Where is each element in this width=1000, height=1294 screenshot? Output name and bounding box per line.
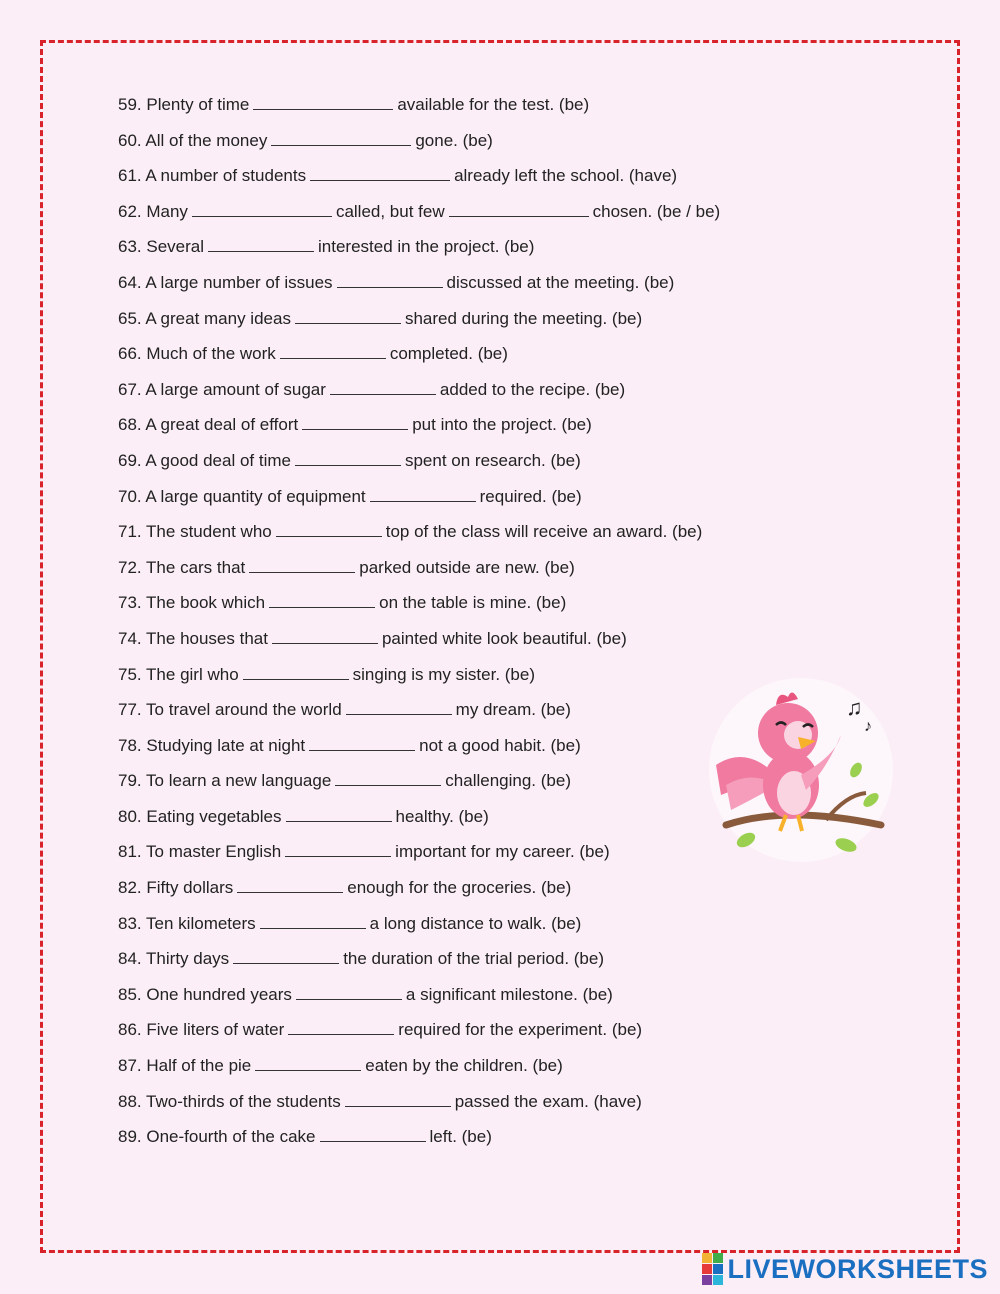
answer-blank[interactable] xyxy=(280,342,386,359)
exercise-text: 64. A large number of issues xyxy=(118,272,333,292)
exercise-item xyxy=(118,448,818,484)
exercise-text: eaten by the children. (be) xyxy=(365,1056,563,1076)
exercise-text: put into the project. (be) xyxy=(412,415,592,435)
singing-bird-illustration xyxy=(706,675,896,865)
exercise-text: completed. (be) xyxy=(389,344,508,364)
svg-text:♫: ♫ xyxy=(846,695,863,720)
answer-blank[interactable] xyxy=(346,698,452,715)
exercise-text: 77. To travel around the world xyxy=(118,700,342,720)
exercise-text: my dream. (be) xyxy=(455,700,571,720)
exercise-text: 73. The book which xyxy=(118,593,266,613)
exercise-text: 71. The student who xyxy=(118,522,272,542)
answer-blank[interactable] xyxy=(269,591,375,608)
exercise-text: required for the experiment. (be) xyxy=(398,1020,643,1040)
exercise-text: discussed at the meeting. (be) xyxy=(446,272,675,292)
exercise-text: available for the test. (be) xyxy=(397,95,590,114)
exercise-text: 69. A good deal of time xyxy=(118,450,291,470)
exercise-text: 89. One-fourth of the cake xyxy=(118,1127,316,1147)
exercise-text: 79. To learn a new language xyxy=(118,771,332,791)
exercise-text: 83. Ten kilometers xyxy=(118,913,256,933)
exercise-text: added to the recipe. (be) xyxy=(439,379,626,399)
exercise-item xyxy=(118,412,818,448)
exercise-text: a significant milestone. (be) xyxy=(405,984,613,1004)
exercise-text: spent on research. (be) xyxy=(404,450,581,470)
answer-blank[interactable] xyxy=(296,983,402,1000)
exercise-item xyxy=(118,199,818,235)
exercise-text: 75. The girl who xyxy=(118,664,239,684)
exercise-item xyxy=(118,92,818,128)
answer-blank[interactable] xyxy=(260,912,366,929)
answer-blank[interactable] xyxy=(345,1090,451,1107)
exercise-text: interested in the project. (be) xyxy=(318,237,535,257)
exercise-text: 61. A number of students xyxy=(118,166,307,186)
logo-blocks-icon xyxy=(702,1253,723,1285)
answer-blank[interactable] xyxy=(320,1125,426,1142)
answer-blank[interactable] xyxy=(272,627,378,644)
exercise-item xyxy=(118,163,818,199)
exercise-item xyxy=(118,875,818,911)
exercise-text: 74. The houses that xyxy=(118,628,268,648)
exercise-text: 59. Plenty of time xyxy=(118,95,250,114)
exercise-text: 60. All of the money xyxy=(118,130,268,150)
exercise-text: called, but few xyxy=(335,201,445,221)
exercise-item xyxy=(118,306,818,342)
exercise-text: gone. (be) xyxy=(415,130,493,150)
exercise-item xyxy=(118,519,818,555)
answer-blank[interactable] xyxy=(302,413,408,430)
exercise-text: 80. Eating vegetables xyxy=(118,806,282,826)
exercise-text: 81. To master English xyxy=(118,842,282,862)
exercise-text: 87. Half of the pie xyxy=(118,1056,252,1076)
answer-blank[interactable] xyxy=(309,734,415,751)
exercise-text: 65. A great many ideas xyxy=(118,308,291,328)
answer-blank[interactable] xyxy=(243,663,349,680)
exercise-text: shared during the meeting. (be) xyxy=(404,308,643,328)
exercise-item xyxy=(118,341,818,377)
answer-blank[interactable] xyxy=(249,556,355,573)
exercise-item xyxy=(118,626,818,662)
exercise-text: 85. One hundred years xyxy=(118,984,292,1004)
exercise-text: 68. A great deal of effort xyxy=(118,415,299,435)
exercise-text: 72. The cars that xyxy=(118,557,246,577)
exercise-item xyxy=(118,911,818,947)
answer-blank[interactable] xyxy=(276,520,382,537)
answer-blank[interactable] xyxy=(253,93,393,110)
exercise-item xyxy=(118,270,818,306)
answer-blank[interactable] xyxy=(208,235,314,252)
exercise-text: singing is my sister. (be) xyxy=(352,664,535,684)
exercise-text: on the table is mine. (be) xyxy=(379,593,567,613)
exercise-text: 63. Several xyxy=(118,237,204,257)
liveworksheets-logo xyxy=(702,1254,988,1284)
exercise-text: required. (be) xyxy=(479,486,582,506)
answer-blank[interactable] xyxy=(330,378,436,395)
exercise-text: left. (be) xyxy=(429,1127,492,1147)
exercise-text: important for my career. (be) xyxy=(395,842,610,862)
exercise-text: healthy. (be) xyxy=(395,806,489,826)
exercise-text: a long distance to walk. (be) xyxy=(369,913,582,933)
exercise-text: 84. Thirty days xyxy=(118,949,230,969)
answer-blank[interactable] xyxy=(286,805,392,822)
exercise-item xyxy=(118,1017,818,1053)
logo-text: LIVEWORKSHEETS xyxy=(727,1253,988,1284)
answer-blank[interactable] xyxy=(449,200,589,217)
answer-blank[interactable] xyxy=(285,840,391,857)
exercise-item xyxy=(118,1124,818,1160)
exercise-text: passed the exam. (have) xyxy=(454,1091,642,1111)
exercise-item xyxy=(118,1053,818,1089)
exercise-item xyxy=(118,946,818,982)
exercise-item xyxy=(118,234,818,270)
answer-blank[interactable] xyxy=(192,200,332,217)
answer-blank[interactable] xyxy=(271,129,411,146)
answer-blank[interactable] xyxy=(237,876,343,893)
exercise-text: 88. Two-thirds of the students xyxy=(118,1091,341,1111)
exercise-item xyxy=(118,555,818,591)
exercise-list xyxy=(118,92,818,1160)
answer-blank[interactable] xyxy=(337,271,443,288)
answer-blank[interactable] xyxy=(310,164,450,181)
exercise-text: 82. Fifty dollars xyxy=(118,878,234,898)
exercise-item xyxy=(118,484,818,520)
exercise-text: 66. Much of the work xyxy=(118,344,276,364)
exercise-item xyxy=(118,377,818,413)
exercise-item xyxy=(118,1089,818,1125)
exercise-text: 78. Studying late at night xyxy=(118,735,306,755)
answer-blank[interactable] xyxy=(370,485,476,502)
exercise-text: top of the class will receive an award. (be) xyxy=(385,522,703,542)
exercise-text: challenging. (be) xyxy=(445,771,571,791)
exercise-text: 67. A large amount of sugar xyxy=(118,379,326,399)
answer-blank[interactable] xyxy=(288,1018,394,1035)
exercise-text: the duration of the trial period. (be) xyxy=(343,949,605,969)
exercise-item xyxy=(118,590,818,626)
answer-blank[interactable] xyxy=(255,1054,361,1071)
answer-blank[interactable] xyxy=(295,449,401,466)
exercise-text: enough for the groceries. (be) xyxy=(347,878,572,898)
exercise-item xyxy=(118,982,818,1018)
answer-blank[interactable] xyxy=(335,769,441,786)
exercise-text: 62. Many xyxy=(118,201,188,221)
exercise-text: already left the school. (have) xyxy=(454,166,678,186)
answer-blank[interactable] xyxy=(233,947,339,964)
exercise-text: chosen. (be / be) xyxy=(592,201,721,221)
exercise-item xyxy=(118,128,818,164)
svg-text:♪: ♪ xyxy=(864,718,872,735)
exercise-text: 86. Five liters of water xyxy=(118,1020,285,1040)
exercise-text: not a good habit. (be) xyxy=(419,735,581,755)
answer-blank[interactable] xyxy=(295,307,401,324)
exercise-text: painted white look beautiful. (be) xyxy=(381,628,627,648)
exercise-text: 70. A large quantity of equipment xyxy=(118,486,366,506)
exercise-text: parked outside are new. (be) xyxy=(359,557,575,577)
